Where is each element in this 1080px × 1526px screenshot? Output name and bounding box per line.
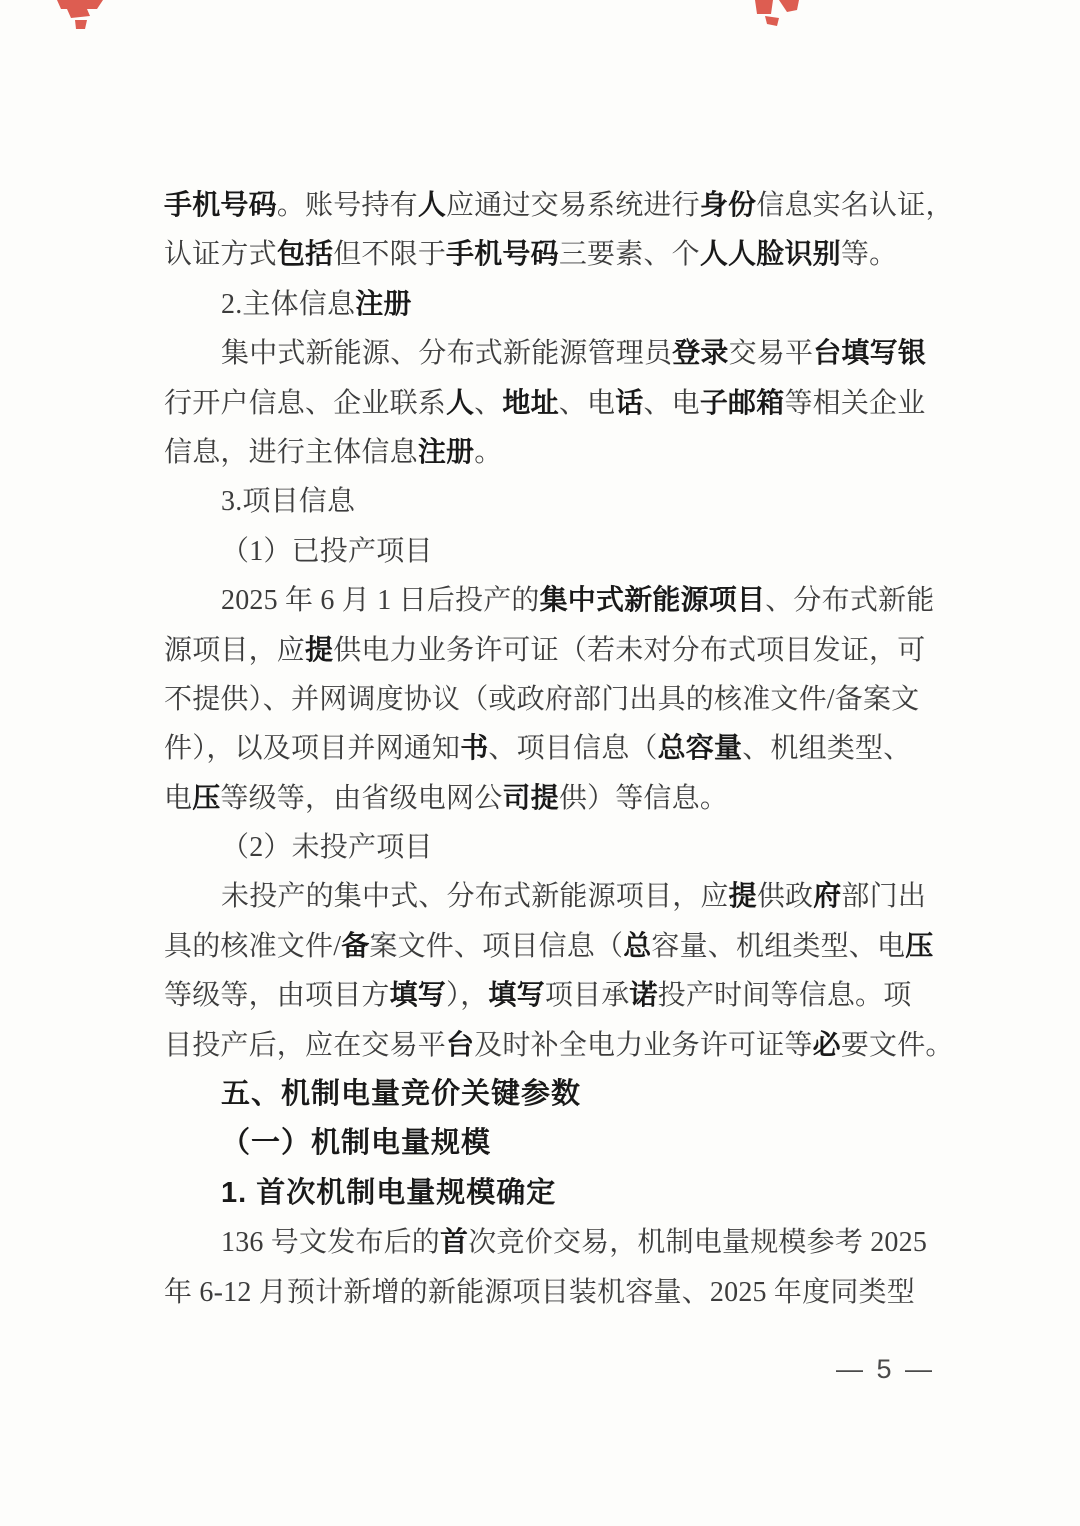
text-segment: （2）未投产项目 <box>221 832 433 864</box>
text-segment: 应通过交易系统进行 <box>446 190 700 221</box>
text-line <box>164 626 964 675</box>
text-segment: 不提供）、并网调度协议（或政府部门出具的核准文件/备案文 <box>164 683 920 715</box>
text-segment: 年 6-12 月预计新增的新能源项目装机容量、2025 年度同类型 <box>164 1276 915 1308</box>
bold-text-segment: 备 <box>341 930 370 962</box>
text-line <box>164 823 964 872</box>
text-segment: 信息实名认证， <box>756 190 954 221</box>
text-segment: 供政 <box>756 881 814 913</box>
text-line <box>164 872 964 921</box>
text-segment: 2.主体信息 <box>221 288 356 320</box>
bold-text-segment: 手机号码 <box>164 190 277 221</box>
text-line <box>164 329 964 378</box>
bold-text-segment: 五、机制电量竞价关键参数 <box>221 1078 582 1111</box>
text-segment: 等。 <box>840 239 898 271</box>
text-line <box>164 428 964 477</box>
bold-text-segment: 注册 <box>355 288 412 320</box>
bold-text-segment: 子邮箱 <box>699 387 785 419</box>
text-line <box>164 477 964 526</box>
text-line <box>164 922 964 971</box>
bold-text-segment: 填写 <box>488 980 545 1012</box>
bold-text-segment: 人 <box>446 387 475 419</box>
text-line <box>164 527 964 576</box>
text-segment: 信息，进行主体信息 <box>164 436 418 468</box>
text-segment: 未投产的集中式、分布式新能源项目，应 <box>221 881 729 913</box>
text-segment: 案文件、项目信息（ <box>369 930 624 962</box>
bold-text-segment: 身份 <box>699 190 757 221</box>
text-segment: 源项目，应 <box>164 634 306 666</box>
bold-text-segment: 登录 <box>672 338 729 370</box>
text-segment: 供）等信息。 <box>558 782 729 814</box>
text-segment: 。账号持有 <box>276 190 418 221</box>
text-segment: 电 <box>164 782 193 814</box>
text-segment: 、分布式新能 <box>765 585 935 617</box>
text-segment: 件），以及项目并网通知 <box>164 733 461 765</box>
text-segment: 项目承 <box>544 980 630 1012</box>
bold-text-segment: 手机号码 <box>446 239 559 271</box>
bold-text-segment: 话 <box>615 387 644 419</box>
text-segment: 但不限于 <box>333 239 447 271</box>
text-line <box>164 971 964 1020</box>
bold-text-segment: 压 <box>905 930 934 962</box>
text-segment: 3.项目信息 <box>221 486 356 518</box>
text-segment: 次竞价交易，机制电量规模参考 2025 <box>468 1227 928 1259</box>
text-line <box>164 774 964 823</box>
bold-text-segment: 诺 <box>629 980 658 1012</box>
heading-line <box>164 1070 964 1119</box>
text-line <box>164 379 964 428</box>
bold-text-segment: 1. 首次机制电量规模确定 <box>221 1176 557 1209</box>
text-segment: 要文件。 <box>840 1029 954 1061</box>
text-segment: 、项目信息（ <box>488 733 658 765</box>
red-stamp-fragment-top-right <box>753 0 801 30</box>
text-segment: 三要素、个 <box>558 239 700 271</box>
text-segment: 、电 <box>558 387 616 419</box>
text-line <box>164 181 964 230</box>
bold-text-segment: 提 <box>728 881 757 913</box>
text-segment: 集中式新能源、分布式新能源管理员 <box>221 338 673 370</box>
bold-text-segment: 人 <box>417 190 447 221</box>
text-line <box>164 576 964 625</box>
bold-text-segment: 台 <box>446 1029 475 1061</box>
bold-text-segment: 填写 <box>389 980 447 1012</box>
bold-text-segment: （一）机制电量规模 <box>221 1127 492 1160</box>
text-segment: 投产时间等信息。项 <box>657 980 912 1012</box>
text-segment: ）， <box>446 980 489 1012</box>
text-segment: （1）已投产项目 <box>221 535 433 567</box>
text-line <box>164 724 964 773</box>
text-segment: 供电力业务许可证（若未对分布式项目发证，可 <box>333 634 926 666</box>
bold-text-segment: 总 <box>623 930 652 962</box>
text-segment: 。 <box>474 436 503 468</box>
bold-text-segment: 提 <box>305 634 334 666</box>
text-segment: 及时补全电力业务许可证等 <box>474 1029 813 1061</box>
text-segment: 136 号文发布后的 <box>221 1227 441 1259</box>
text-segment: 目投产后，应在交易平 <box>164 1029 447 1061</box>
text-segment: 、电 <box>643 387 700 419</box>
bold-text-segment: 人人脸识别 <box>699 239 841 271</box>
bold-text-segment: 包括 <box>276 239 334 271</box>
bold-text-segment: 首 <box>440 1227 469 1259</box>
text-segment: 2025 年 6 月 1 日后投产的 <box>221 585 540 617</box>
text-segment: 认证方式 <box>164 239 277 271</box>
bold-text-segment: 压 <box>192 782 221 814</box>
bold-text-segment: 总容量 <box>657 733 743 765</box>
bold-text-segment: 必 <box>812 1029 841 1061</box>
text-segment: 部门出 <box>841 881 927 913</box>
red-stamp-fragment-top-left <box>57 0 105 30</box>
text-segment: 等相关企业 <box>784 387 926 419</box>
bold-text-segment: 地址 <box>502 387 559 419</box>
bold-text-segment: 府 <box>813 881 842 913</box>
text-segment: 行开户信息、企业联系 <box>164 387 447 419</box>
text-line <box>164 1021 964 1070</box>
heading-line <box>164 1169 964 1218</box>
text-segment: 、 <box>474 387 503 419</box>
text-segment: 容量、机组类型、电 <box>651 930 906 962</box>
bold-text-segment: 司提 <box>502 782 559 814</box>
page-number-footer: — 5 — <box>836 1354 936 1384</box>
text-line <box>164 280 964 329</box>
bold-text-segment: 注册 <box>417 436 475 468</box>
text-line <box>164 230 964 279</box>
text-segment: 、机组类型、 <box>742 733 912 765</box>
text-segment: 交易平 <box>728 338 814 370</box>
text-line <box>164 675 964 724</box>
text-line <box>164 1268 964 1317</box>
document-body <box>164 181 964 1317</box>
text-segment: 等级等，由省级电网公 <box>220 782 503 814</box>
text-line <box>164 1218 964 1267</box>
text-segment: 等级等，由项目方 <box>164 980 390 1012</box>
bold-text-segment: 集中式新能源项目 <box>539 585 766 617</box>
text-segment: 具的核准文件/ <box>164 930 342 962</box>
bold-text-segment: 台填写银 <box>813 338 927 370</box>
bold-text-segment: 书 <box>460 733 489 765</box>
heading-line <box>164 1119 964 1168</box>
